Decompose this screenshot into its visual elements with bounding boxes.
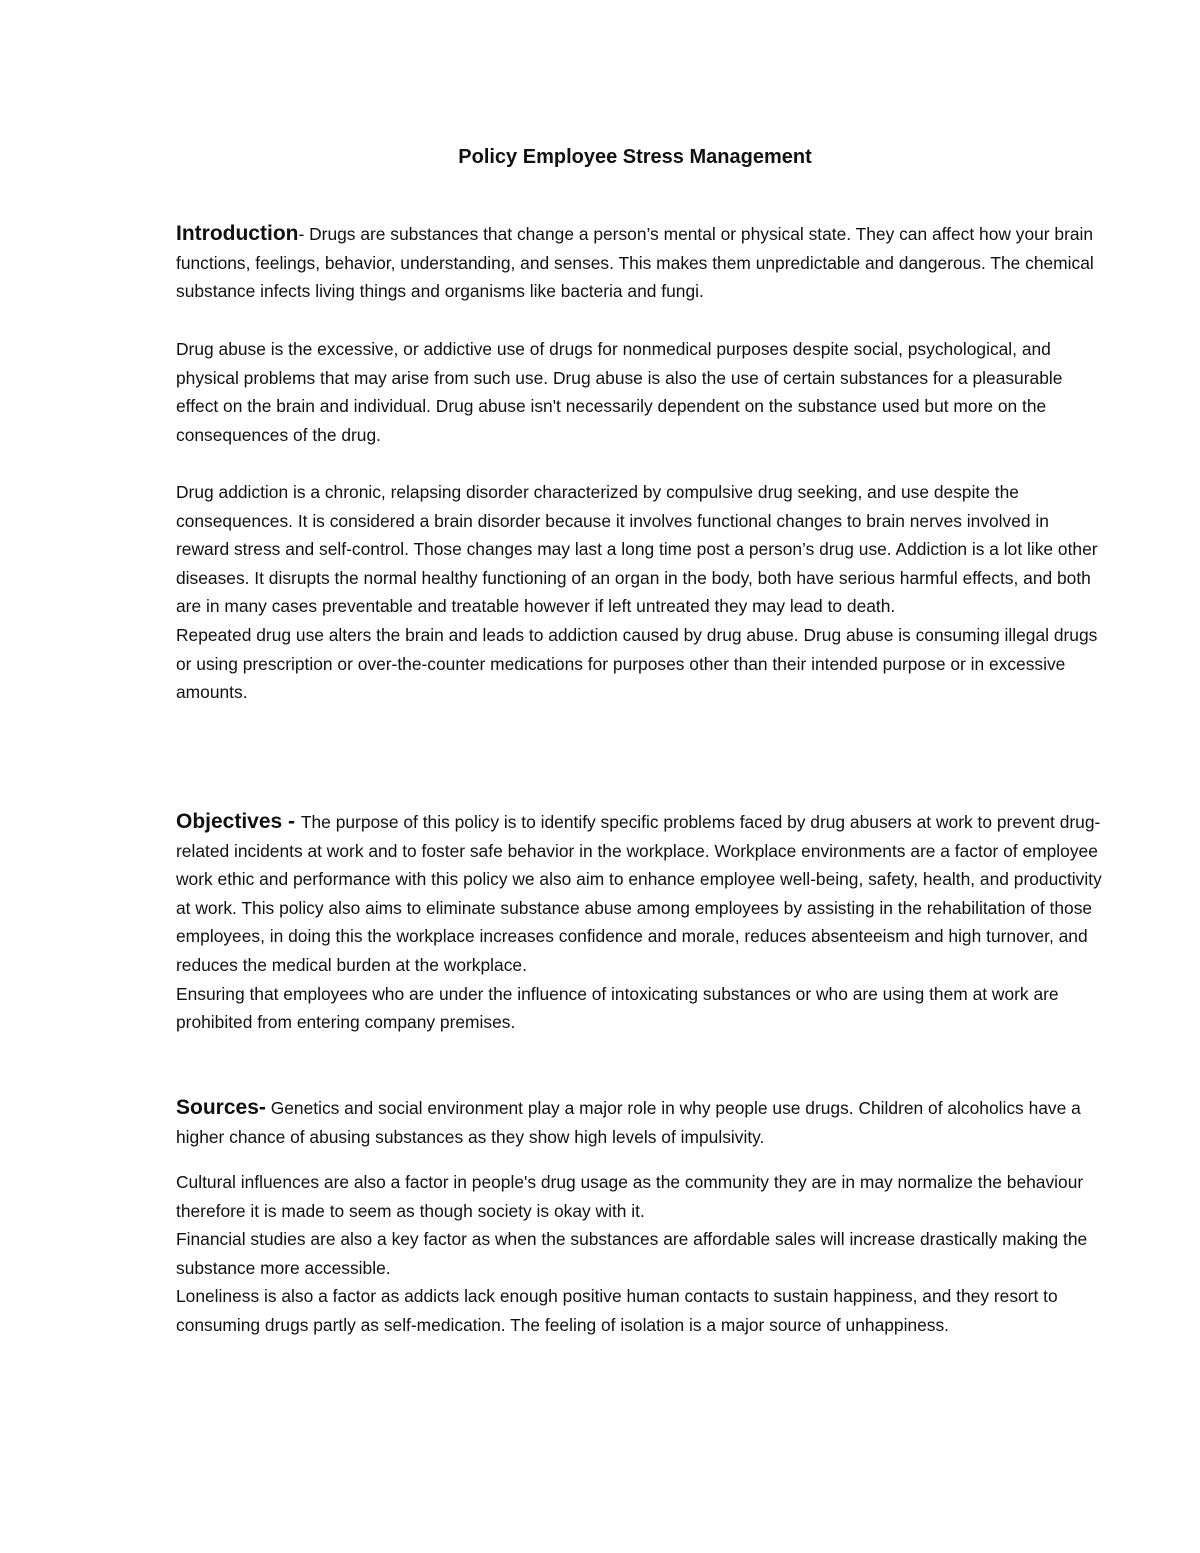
financial-paragraph: Financial studies are also a key factor as when the substances are affordable sales will increase drastically making the substance more accessible. xyxy=(176,1229,1088,1278)
repeated-use-paragraph: Repeated drug use alters the brain and leads to addiction caused by drug abuse. Drug abuse is consuming illegal drugs or using prescription or over-the-counter medications for purposes other than their intended purpose or in excessive amounts. xyxy=(176,624,1098,703)
introduction-heading: Introduction xyxy=(176,222,299,245)
introduction-section xyxy=(176,220,1106,306)
ensuring-paragraph: Ensuring that employees who are under the influence of intoxicating substances or who are using them at work are prohibited from entering company premises. xyxy=(176,983,1059,1033)
introduction-text: Drugs are substances that change a person’s mental or physical state. They can affect how your brain functions, feelings, behavior, understanding, and senses. This makes them unpredictable and dangerous. The chemical substance infects living things and organisms like bacteria and fungi. xyxy=(176,224,1094,302)
objectives-heading: Objectives - xyxy=(176,810,301,833)
page-title: Policy Employee Stress Management xyxy=(458,146,812,168)
factors-section xyxy=(176,1168,1106,1340)
objectives-section xyxy=(176,808,1106,1037)
objectives-text: The purpose of this policy is to identify specific problems faced by drug abusers at work to prevent drug-related incidents at work and to foster safe behavior in the workplace. Workplace environments are a factor of employee work ethic and performance with this policy we also aim to enhance employee well-being, safety, health, and productivity at work. This policy also aims to eliminate substance abuse among employees by assisting in the rehabilitation of those employees, in doing this the workplace increases confidence and morale, reduces absenteeism and high turnover, and reduces the medical burden at the workplace. xyxy=(176,812,1102,975)
sources-heading: Sources- xyxy=(176,1096,266,1119)
sources-section xyxy=(176,1094,1106,1151)
sources-text: Genetics and social environment play a major role in why people use drugs. Children of alcoholics have a higher chance of abusing substances as they show high levels of impulsivity. xyxy=(176,1098,1081,1147)
drug-addiction-section xyxy=(176,478,1106,707)
cultural-paragraph: Cultural influences are also a factor in people's drug usage as the community they are in may normalize the behaviour therefore it is made to seem as though society is okay with it. xyxy=(176,1172,1084,1221)
objectives-paragraph xyxy=(176,808,1106,980)
introduction-paragraph xyxy=(176,220,1106,306)
sources-paragraph xyxy=(176,1094,1106,1151)
drug-abuse-section xyxy=(176,335,1106,449)
drug-addiction-paragraph: Drug addiction is a chronic, relapsing disorder characterized by compulsive drug seeking, and use despite the consequences. It is considered a brain disorder because it involves functional changes to brain nerves involved in reward stress and self-control. Those changes may last a long time post a person’s drug use. Addiction is a lot like other diseases. It disrupts the normal healthy functioning of an organ in the body, both have serious harmful effects, and both are in many cases preventable and treatable however if left untreated they may lead to death. xyxy=(176,482,1098,617)
loneliness-paragraph: Loneliness is also a factor as addicts lack enough positive human contacts to sustain happiness, and they resort to consuming drugs partly as self-medication. The feeling of isolation is a major source of unhappiness. xyxy=(176,1286,1058,1335)
drug-abuse-paragraph: Drug abuse is the excessive, or addictive use of drugs for nonmedical purposes despite social, psychological, and physical problems that may arise from such use. Drug abuse is also the use of certain substances for a pleasurable effect on the brain and individual. Drug abuse isn't necessarily dependent on the substance used but more on the consequences of the drug. xyxy=(176,339,1063,445)
introduction-separator: - xyxy=(298,224,310,244)
